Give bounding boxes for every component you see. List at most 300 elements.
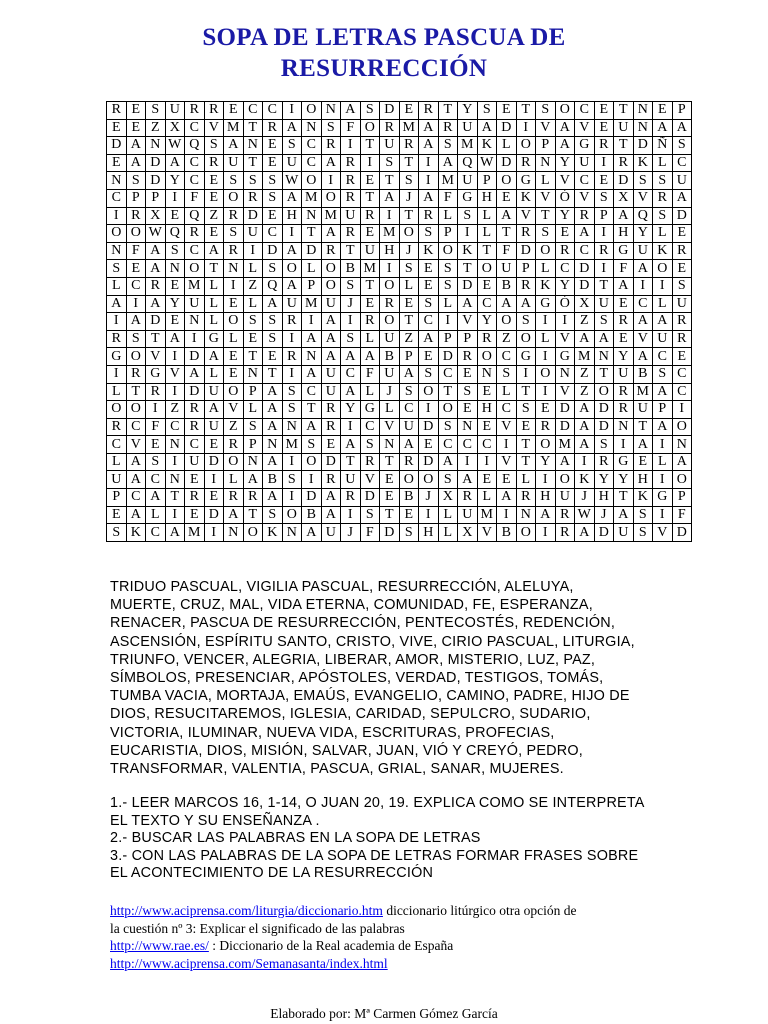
grid-cell: E xyxy=(204,225,224,243)
grid-cell: O xyxy=(672,418,692,436)
grid-cell: P xyxy=(653,401,673,419)
grid-cell: R xyxy=(321,137,341,155)
grid-cell: K xyxy=(633,489,653,507)
grid-cell: D xyxy=(204,453,224,471)
grid-cell: I xyxy=(536,471,556,489)
grid-cell: H xyxy=(614,225,634,243)
grid-cell: R xyxy=(224,207,244,225)
grid-cell: H xyxy=(594,489,614,507)
grid-cell: T xyxy=(243,348,263,366)
grid-cell: A xyxy=(302,330,322,348)
grid-cell: C xyxy=(263,225,283,243)
grid-cell: E xyxy=(185,471,205,489)
grid-cell: R xyxy=(614,383,634,401)
grid-cell: L xyxy=(653,453,673,471)
grid-cell: O xyxy=(126,225,146,243)
grid-cell: E xyxy=(477,277,497,295)
grid-cell: I xyxy=(185,330,205,348)
grid-cell: E xyxy=(263,207,283,225)
grid-cell: A xyxy=(146,260,166,278)
grid-cell: Z xyxy=(575,383,595,401)
grid-cell: S xyxy=(341,277,361,295)
grid-cell: S xyxy=(419,295,439,313)
grid-cell: O xyxy=(107,225,127,243)
grid-cell: E xyxy=(477,418,497,436)
grid-cell: N xyxy=(165,471,185,489)
grid-cell: A xyxy=(653,383,673,401)
grid-cell: E xyxy=(204,436,224,454)
grid-cell: K xyxy=(575,471,595,489)
grid-cell: U xyxy=(165,102,185,120)
grid-cell: R xyxy=(555,524,575,542)
grid-cell: R xyxy=(224,242,244,260)
grid-cell: I xyxy=(165,189,185,207)
grid-cell: U xyxy=(282,295,302,313)
grid-cell: F xyxy=(146,418,166,436)
grid-cell: A xyxy=(672,189,692,207)
grid-cell: D xyxy=(107,137,127,155)
link-aciprensa-diccionario[interactable]: http://www.aciprensa.com/liturgia/diccionario.htm xyxy=(110,903,383,918)
grid-cell: N xyxy=(107,172,127,190)
grid-cell: A xyxy=(243,471,263,489)
grid-cell: T xyxy=(516,383,536,401)
grid-cell: O xyxy=(594,383,614,401)
grid-cell: R xyxy=(146,277,166,295)
grid-cell: A xyxy=(633,313,653,331)
grid-cell: A xyxy=(575,436,595,454)
grid-cell: C xyxy=(263,102,283,120)
grid-cell: U xyxy=(555,489,575,507)
grid-cell: Y xyxy=(594,471,614,489)
word-list-line: ASCENSIÓN, ESPÍRITU SANTO, CRISTO, VIVE, CIRIO PASCUAL, LITURGIA, xyxy=(110,633,635,650)
grid-cell: C xyxy=(672,154,692,172)
grid-cell: S xyxy=(282,401,302,419)
grid-cell: A xyxy=(146,295,166,313)
grid-cell: I xyxy=(653,436,673,454)
grid-cell: C xyxy=(497,348,517,366)
grid-cell: C xyxy=(126,277,146,295)
grid-cell: E xyxy=(107,119,127,137)
grid-cell: U xyxy=(341,471,361,489)
grid-cell: C xyxy=(165,418,185,436)
grid-cell: S xyxy=(516,313,536,331)
grid-cell: S xyxy=(438,471,458,489)
grid-cell: K xyxy=(477,137,497,155)
grid-row xyxy=(107,524,692,542)
grid-cell: U xyxy=(653,330,673,348)
grid-cell: D xyxy=(380,102,400,120)
grid-cell: R xyxy=(321,418,341,436)
grid-cell: D xyxy=(185,348,205,366)
grid-cell: C xyxy=(185,154,205,172)
grid-cell: I xyxy=(282,453,302,471)
grid-cell: T xyxy=(438,383,458,401)
grid-cell: D xyxy=(438,348,458,366)
grid-cell: O xyxy=(321,260,341,278)
grid-cell: Z xyxy=(146,119,166,137)
grid-cell: M xyxy=(360,260,380,278)
grid-cell: O xyxy=(477,260,497,278)
grid-cell: D xyxy=(146,313,166,331)
grid-cell: Y xyxy=(458,102,478,120)
grid-cell: V xyxy=(204,119,224,137)
grid-cell: T xyxy=(536,207,556,225)
grid-cell: Ó xyxy=(555,189,575,207)
grid-row xyxy=(107,260,692,278)
grid-cell: R xyxy=(360,207,380,225)
grid-cell: B xyxy=(341,260,361,278)
grid-cell: T xyxy=(341,242,361,260)
grid-cell: I xyxy=(497,506,517,524)
grid-cell: I xyxy=(282,489,302,507)
grid-cell: I xyxy=(302,313,322,331)
grid-cell: Y xyxy=(555,277,575,295)
grid-cell: U xyxy=(282,154,302,172)
grid-cell: V xyxy=(497,453,517,471)
grid-row xyxy=(107,383,692,401)
grid-cell: A xyxy=(575,225,595,243)
grid-cell: F xyxy=(126,242,146,260)
grid-cell: R xyxy=(555,242,575,260)
grid-cell: J xyxy=(594,506,614,524)
grid-cell: C xyxy=(497,401,517,419)
grid-cell: T xyxy=(204,260,224,278)
grid-cell: A xyxy=(146,242,166,260)
grid-cell: E xyxy=(204,172,224,190)
grid-cell: V xyxy=(555,383,575,401)
grid-cell: E xyxy=(672,260,692,278)
grid-cell: I xyxy=(126,295,146,313)
grid-cell: V xyxy=(653,524,673,542)
grid-cell: Y xyxy=(165,295,185,313)
grid-cell: A xyxy=(321,154,341,172)
grid-cell: Y xyxy=(633,225,653,243)
grid-cell: D xyxy=(204,506,224,524)
grid-cell: N xyxy=(633,102,653,120)
grid-cell: V xyxy=(477,524,497,542)
grid-cell: R xyxy=(555,506,575,524)
grid-cell: A xyxy=(302,365,322,383)
grid-cell: D xyxy=(146,154,166,172)
grid-cell: K xyxy=(419,242,439,260)
grid-cell: U xyxy=(614,365,634,383)
grid-cell: C xyxy=(438,365,458,383)
grid-cell: D xyxy=(594,418,614,436)
grid-cell: C xyxy=(653,348,673,366)
grid-cell: I xyxy=(165,506,185,524)
grid-cell: A xyxy=(497,295,517,313)
grid-cell: I xyxy=(204,471,224,489)
grid-cell: D xyxy=(360,489,380,507)
grid-cell: E xyxy=(497,471,517,489)
grid-row xyxy=(107,207,692,225)
grid-cell: J xyxy=(575,489,595,507)
grid-cell: S xyxy=(282,137,302,155)
grid-cell: A xyxy=(341,348,361,366)
grid-cell: C xyxy=(146,471,166,489)
grid-cell: C xyxy=(126,418,146,436)
grid-cell: A xyxy=(321,313,341,331)
grid-cell: R xyxy=(380,119,400,137)
grid-cell: I xyxy=(594,260,614,278)
instruction-line: 3.- CON LAS PALABRAS DE LA SOPA DE LETRAS FORMAR FRASES SOBRE xyxy=(110,847,639,864)
grid-row xyxy=(107,154,692,172)
grid-cell: O xyxy=(399,471,419,489)
grid-cell: R xyxy=(185,225,205,243)
link-2-description: : Diccionario de la Real academia de España xyxy=(208,938,454,953)
grid-cell: L xyxy=(399,277,419,295)
grid-cell: I xyxy=(516,119,536,137)
grid-cell: L xyxy=(107,383,127,401)
grid-cell: S xyxy=(458,383,478,401)
grid-cell: U xyxy=(633,242,653,260)
grid-cell: P xyxy=(107,489,127,507)
grid-cell: D xyxy=(672,524,692,542)
instruction-line: EL ACONTECIMIENTO DE LA RESURRECCIÓN xyxy=(110,865,434,881)
grid-cell: B xyxy=(263,471,283,489)
grid-cell: P xyxy=(126,189,146,207)
grid-cell: Y xyxy=(614,348,634,366)
grid-cell: R xyxy=(360,453,380,471)
grid-cell: J xyxy=(341,295,361,313)
grid-cell: A xyxy=(107,295,127,313)
grid-cell: L xyxy=(536,260,556,278)
grid-cell: L xyxy=(146,506,166,524)
grid-cell: Z xyxy=(165,401,185,419)
grid-cell: U xyxy=(204,418,224,436)
grid-cell: B xyxy=(497,524,517,542)
grid-cell: M xyxy=(302,189,322,207)
grid-cell: D xyxy=(594,401,614,419)
grid-cell: P xyxy=(594,207,614,225)
grid-cell: R xyxy=(594,453,614,471)
grid-cell: E xyxy=(477,471,497,489)
grid-cell: A xyxy=(438,453,458,471)
grid-cell: E xyxy=(224,102,244,120)
grid-cell: S xyxy=(243,418,263,436)
grid-cell: A xyxy=(614,207,634,225)
grid-cell: E xyxy=(360,172,380,190)
grid-cell: O xyxy=(224,453,244,471)
grid-cell: S xyxy=(282,471,302,489)
grid-cell: T xyxy=(458,260,478,278)
grid-cell: O xyxy=(282,260,302,278)
grid-cell: C xyxy=(477,295,497,313)
grid-cell: U xyxy=(458,172,478,190)
grid-cell: V xyxy=(633,330,653,348)
grid-cell: T xyxy=(360,137,380,155)
grid-cell: D xyxy=(380,524,400,542)
grid-cell: A xyxy=(204,348,224,366)
grid-cell: Q xyxy=(458,154,478,172)
grid-cell: T xyxy=(516,453,536,471)
grid-row xyxy=(107,137,692,155)
grid-cell: D xyxy=(497,119,517,137)
grid-cell: J xyxy=(341,524,361,542)
grid-cell: S xyxy=(438,260,458,278)
grid-cell: O xyxy=(321,189,341,207)
word-list-line: SÍMBOLOS, PRESENCIAR, APÓSTOLES, VERDAD, TESTIGOS, TOMÁS, xyxy=(110,670,604,687)
grid-cell: E xyxy=(419,260,439,278)
grid-cell: U xyxy=(399,418,419,436)
grid-cell: P xyxy=(516,260,536,278)
grid-cell: V xyxy=(575,189,595,207)
grid-cell: A xyxy=(126,313,146,331)
grid-cell: A xyxy=(399,365,419,383)
grid-cell: A xyxy=(185,365,205,383)
grid-cell: I xyxy=(419,401,439,419)
link-aciprensa-semanasanta[interactable]: http://www.aciprensa.com/Semanasanta/index.html xyxy=(110,955,388,971)
grid-cell: R xyxy=(282,313,302,331)
grid-cell: T xyxy=(243,154,263,172)
grid-cell: I xyxy=(419,172,439,190)
grid-cell: A xyxy=(653,119,673,137)
grid-cell: U xyxy=(380,137,400,155)
grid-cell: I xyxy=(653,506,673,524)
link-rae[interactable]: http://www.rae.es/ xyxy=(110,938,209,953)
grid-cell: R xyxy=(672,313,692,331)
grid-cell: Q xyxy=(185,207,205,225)
grid-cell: N xyxy=(321,102,341,120)
grid-cell: K xyxy=(126,524,146,542)
grid-cell: N xyxy=(672,436,692,454)
grid-cell: G xyxy=(516,172,536,190)
grid-cell: S xyxy=(399,383,419,401)
grid-cell: A xyxy=(672,453,692,471)
grid-cell: L xyxy=(438,524,458,542)
grid-cell: Q xyxy=(633,207,653,225)
grid-cell: C xyxy=(302,154,322,172)
grid-cell: L xyxy=(204,277,224,295)
grid-cell: A xyxy=(126,471,146,489)
grid-cell: I xyxy=(458,225,478,243)
grid-cell: I xyxy=(341,418,361,436)
grid-cell: E xyxy=(380,489,400,507)
grid-cell: O xyxy=(516,137,536,155)
grid-cell: C xyxy=(458,436,478,454)
grid-cell: K xyxy=(516,189,536,207)
grid-cell: O xyxy=(224,313,244,331)
grid-cell: L xyxy=(243,260,263,278)
grid-cell: E xyxy=(263,348,283,366)
grid-cell: O xyxy=(107,401,127,419)
grid-cell: O xyxy=(672,471,692,489)
grid-cell: S xyxy=(419,225,439,243)
word-list-line: TRIDUO PASCUAL, VIGILIA PASCUAL, RESURRECCIÓN, ALELUYA, xyxy=(110,579,574,595)
grid-cell: I xyxy=(165,383,185,401)
grid-cell: S xyxy=(165,242,185,260)
grid-cell: S xyxy=(263,172,283,190)
grid-cell: T xyxy=(360,189,380,207)
grid-cell: V xyxy=(536,189,556,207)
grid-cell: F xyxy=(360,524,380,542)
grid-cell: R xyxy=(477,330,497,348)
grid-cell: G xyxy=(614,453,634,471)
grid-cell: S xyxy=(146,102,166,120)
grid-cell: P xyxy=(438,225,458,243)
grid-cell: N xyxy=(146,137,166,155)
grid-cell: O xyxy=(438,401,458,419)
grid-cell: Ó xyxy=(555,295,575,313)
grid-cell: A xyxy=(263,418,283,436)
grid-cell: E xyxy=(107,154,127,172)
grid-cell: N xyxy=(614,418,634,436)
grid-cell: I xyxy=(419,506,439,524)
grid-cell: S xyxy=(419,365,439,383)
grid-cell: Y xyxy=(614,471,634,489)
grid-cell: R xyxy=(419,207,439,225)
grid-cell: X xyxy=(165,119,185,137)
grid-cell: B xyxy=(497,277,517,295)
grid-cell: O xyxy=(497,172,517,190)
grid-cell: I xyxy=(380,260,400,278)
grid-cell: P xyxy=(243,383,263,401)
grid-cell: V xyxy=(555,330,575,348)
grid-cell: E xyxy=(107,506,127,524)
grid-cell: U xyxy=(321,365,341,383)
grid-cell: N xyxy=(536,154,556,172)
grid-cell: D xyxy=(633,137,653,155)
grid-cell: S xyxy=(107,260,127,278)
grid-cell: U xyxy=(614,119,634,137)
grid-cell: I xyxy=(107,313,127,331)
grid-cell: V xyxy=(516,207,536,225)
grid-cell: U xyxy=(360,242,380,260)
grid-cell: U xyxy=(380,365,400,383)
grid-cell: A xyxy=(321,348,341,366)
word-list-line: TUMBA VACIA, MORTAJA, EMAÚS, EVANGELIO, CAMINO, PADRE, HIJO DE xyxy=(110,688,630,705)
grid-cell: V xyxy=(146,348,166,366)
grid-cell: I xyxy=(321,172,341,190)
grid-cell: C xyxy=(185,242,205,260)
grid-cell: T xyxy=(614,102,634,120)
grid-cell: A xyxy=(614,506,634,524)
grid-row xyxy=(107,277,692,295)
grid-cell: R xyxy=(321,401,341,419)
link-row-1-continued: la cuestión nº 3: Explicar el significado de las palabras xyxy=(110,920,405,936)
grid-cell: A xyxy=(419,330,439,348)
grid-cell: T xyxy=(302,225,322,243)
grid-cell: L xyxy=(438,506,458,524)
grid-cell: I xyxy=(165,453,185,471)
grid-cell: S xyxy=(594,436,614,454)
grid-cell: E xyxy=(516,418,536,436)
grid-cell: V xyxy=(165,365,185,383)
grid-cell: L xyxy=(107,453,127,471)
grid-cell: I xyxy=(477,453,497,471)
grid-cell: J xyxy=(380,383,400,401)
grid-cell: I xyxy=(204,524,224,542)
grid-cell: S xyxy=(633,524,653,542)
grid-cell: I xyxy=(341,137,361,155)
grid-cell: C xyxy=(575,242,595,260)
grid-cell: I xyxy=(575,453,595,471)
grid-cell: S xyxy=(341,330,361,348)
grid-cell: L xyxy=(653,295,673,313)
grid-cell: O xyxy=(126,401,146,419)
grid-cell: K xyxy=(458,242,478,260)
grid-cell: U xyxy=(107,471,127,489)
grid-cell: E xyxy=(419,436,439,454)
grid-cell: L xyxy=(243,295,263,313)
grid-cell: G xyxy=(555,348,575,366)
grid-cell: L xyxy=(536,330,556,348)
grid-cell: A xyxy=(555,137,575,155)
grid-cell: W xyxy=(575,506,595,524)
grid-cell: I xyxy=(458,453,478,471)
grid-cell: A xyxy=(204,401,224,419)
grid-cell: U xyxy=(204,383,224,401)
